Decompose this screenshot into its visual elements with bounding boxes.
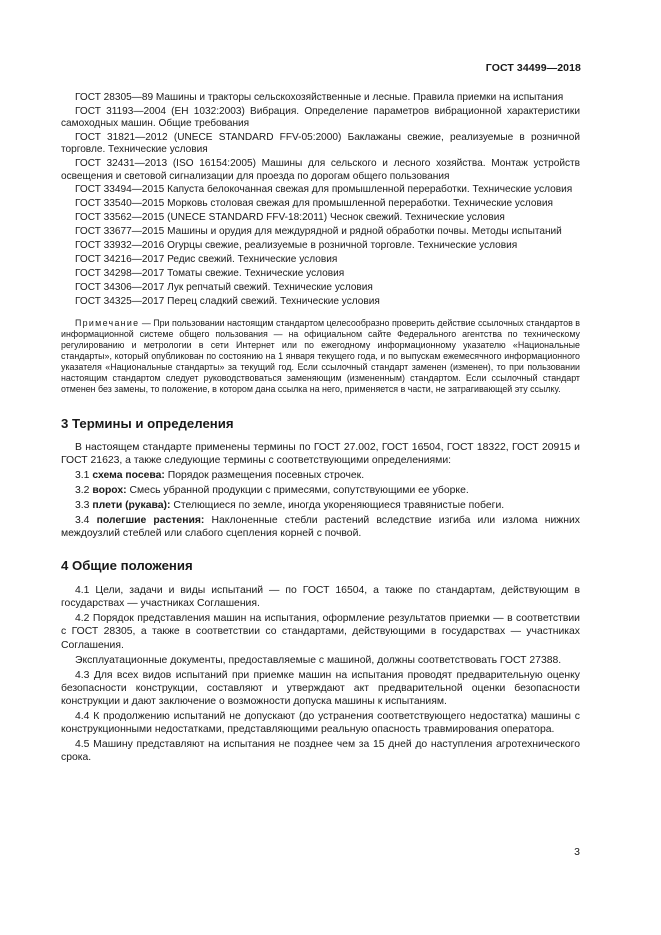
term-definition (61, 499, 580, 512)
section-3-title: 3 Термины и определения (61, 415, 234, 431)
section-4-title: 4 Общие положения (61, 558, 193, 574)
reference-item: ГОСТ 33562—2015 (UNECE STANDARD FFV-18:2011) Чеснок свежий. Технические условия (75, 212, 505, 224)
note-block (61, 318, 580, 396)
term-definition (61, 484, 580, 497)
reference-item: ГОСТ 34306—2017 Лук репчатый свежий. Технические условия (75, 281, 373, 293)
note-text: — При пользовании настоящим стандартом целесообразно проверить действие ссылочных стандартов в информационной системе общего пользования — на официальном сайте Федерального агентства по техническому регулированию и метрологии в сети Интернет или по ежегодному информационному указателю «Национальные стандарты», который опубликован по состоянию на 1 января текущего года, и по выпускам ежемесячного информационного указателя «Национальные стандарты» за текущий год. Если ссылочный стандарт заменен (изменен), то при пользовании настоящим стандартом следует руководствоваться заменяющим (измененным) стандартом. Если ссылочный стандарт отменен без замены, то положение, в котором дана ссылка на него, применяется в части, не затрагивающей эту ссылку. (61, 317, 580, 395)
reference-item: ГОСТ 34216—2017 Редис свежий. Технические условия (75, 253, 338, 265)
term-number: 3.1 (75, 469, 93, 481)
references-list (61, 92, 580, 308)
section-4-paragraph: 4.1 Цели, задачи и виды испытаний — по ГОСТ 16504, а также по стандартам, действующим в государствах — участниках Соглашения. (61, 585, 580, 610)
section-4-paragraph: 4.2 Порядок представления машин на испытания, оформление результатов приемки — в соответствии с ГОСТ 28305, а также в соответствии со стандартами, действующими в государствах — участниках Соглашения. (61, 613, 580, 651)
reference-item: ГОСТ 34298—2017 Томаты свежие. Технические условия (75, 267, 345, 279)
section-4-paragraph: 4.3 Для всех видов испытаний при приемке машин на испытания проводят предварительную оценку безопасности конструкции, составляют и утверждают акт предварительной оценки безопасности конструкции и дают заключение о возможности допуска машины к испытаниям. (61, 669, 580, 707)
reference-item: ГОСТ 33677—2015 Машины и орудия для междурядной и рядной обработки почвы. Методы испытаний (75, 226, 562, 238)
term-definition (61, 469, 580, 482)
term-number: 3.2 (75, 484, 93, 496)
section-3-intro: В настоящем стандарте применены термины по ГОСТ 27.002, ГОСТ 16504, ГОСТ 18322, ГОСТ 20915 и ГОСТ 21623, а также следующие термины с соответствующими определениями: (61, 441, 580, 466)
reference-item: ГОСТ 31193—2004 (ЕН 1032:2003) Вибрация. Определение параметров вибрационной характеристики самоходных машин. Общие требования (61, 105, 580, 130)
term-name: схема посева: (92, 469, 165, 481)
reference-item: ГОСТ 32431—2013 (ISO 16154:2005) Машины для сельского и лесного хозяйства. Монтаж устройств освещения и световой сигнализации для проезда по дорогам общего пользования (61, 158, 580, 182)
page-content (61, 92, 580, 766)
term-def: Смесь убранной продукции с примесями, сопутствующими ее уборке. (126, 484, 469, 496)
term-number: 3.4 (75, 515, 97, 526)
term-name: полегшие растения: (96, 515, 205, 526)
section-4-paragraph: 4.4 К продолжению испытаний не допускают (до устранения соответствующего недостатка) машины с конструкционными недостатками, представляющими реальную опасность травмирования оператора. (61, 711, 580, 736)
reference-item: ГОСТ 28305—89 Машины и тракторы сельскохозяйственные и лесные. Правила приемки на испытания (75, 92, 564, 103)
note-label: Примечание (75, 317, 140, 328)
term-name: ворох: (92, 484, 127, 496)
page-number: 3 (574, 846, 580, 858)
reference-item: ГОСТ 33494—2015 Капуста белокочанная свежая для промышленной переработки. Технические условия (75, 184, 573, 196)
document-code: ГОСТ 34499—2018 (485, 62, 581, 74)
term-number: 3.3 (75, 499, 93, 511)
term-def: Наклоненные стебли растений вследствие изгиба или излома нижних междоузлий стеблей или слабого сцепления корней с почвой. (61, 515, 580, 540)
term-def: Стелющиеся по земле, иногда укореняющиеся травянистые побеги. (170, 499, 505, 511)
term-name: плети (рукава): (92, 499, 171, 511)
reference-item: ГОСТ 31821—2012 (UNECE STANDARD FFV-05:2000) Баклажаны свежие, реализуемые в розничной торговле. Технические условия (61, 132, 580, 156)
section-4-paragraph: Эксплуатационные документы, предоставляемые с машиной, должны соответствовать ГОСТ 27388. (75, 654, 562, 666)
reference-item: ГОСТ 33932—2016 Огурцы свежие, реализуемые в розничной торговле. Технические условия (75, 240, 518, 252)
term-definition (61, 514, 580, 540)
reference-item: ГОСТ 34325—2017 Перец сладкий свежий. Технические условия (75, 295, 380, 307)
reference-item: ГОСТ 33540—2015 Морковь столовая свежая для промышленной переработки. Технические условия (75, 198, 553, 210)
section-4-paragraph: 4.5 Машину представляют на испытания не позднее чем за 15 дней до наступления агротехнического срока. (61, 739, 580, 764)
term-def: Порядок размещения посевных строчек. (164, 469, 365, 481)
